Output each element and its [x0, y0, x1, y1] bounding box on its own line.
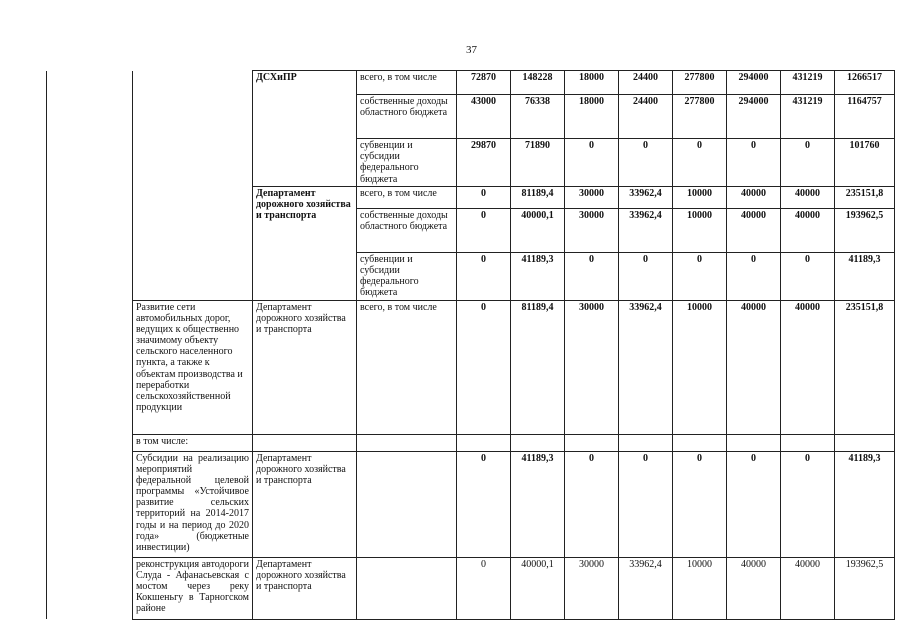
desc-cell: Развитие сети автомобильных дорог, ведущих к общественно значимому объекту сельского населенного пункта, а также к объектам производства и переработки сельскохозяйственной продукции [133, 300, 253, 434]
value-cell: 1266517 [835, 71, 895, 95]
value-cell: 41189,3 [835, 451, 895, 557]
table-row [47, 451, 895, 557]
blank-cell [47, 71, 133, 301]
value-cell: 0 [457, 208, 511, 252]
dept-cell: Департамент дорожного хозяйства и транспорта [253, 186, 357, 300]
table-row [47, 300, 895, 434]
value-cell: 33962,4 [619, 208, 673, 252]
value-cell: 18000 [565, 95, 619, 139]
type-cell: субвенции и субсидии федерального бюджета [357, 252, 457, 300]
value-cell: 0 [727, 451, 781, 557]
value-cell: 81189,4 [511, 300, 565, 434]
value-cell [781, 434, 835, 451]
value-cell: 40000 [727, 186, 781, 208]
table-row [47, 557, 895, 619]
value-cell: 0 [619, 451, 673, 557]
value-cell: 41189,3 [511, 252, 565, 300]
value-cell: 0 [781, 451, 835, 557]
value-cell: 40000 [727, 208, 781, 252]
blank-cell [47, 451, 133, 557]
value-cell: 0 [727, 252, 781, 300]
value-cell: 0 [727, 139, 781, 187]
value-cell [727, 434, 781, 451]
value-cell: 72870 [457, 71, 511, 95]
page-number: 37 [466, 44, 477, 56]
value-cell: 40000 [781, 186, 835, 208]
value-cell: 81189,4 [511, 186, 565, 208]
value-cell [673, 434, 727, 451]
value-cell: 33962,4 [619, 186, 673, 208]
value-cell: 40000 [781, 208, 835, 252]
value-cell: 0 [565, 451, 619, 557]
value-cell: 277800 [673, 71, 727, 95]
value-cell: 33962,4 [619, 557, 673, 619]
blank-cell [47, 434, 133, 451]
value-cell [619, 434, 673, 451]
value-cell: 10000 [673, 300, 727, 434]
value-cell: 24400 [619, 95, 673, 139]
value-cell: 0 [619, 139, 673, 187]
desc-cell: Субсидии на реализацию мероприятий федеральной целевой программы «Устойчивое развитие сельских территорий на 2014-2017 годы и на период до 2020 года» (бюджетные инвестиции) [133, 451, 253, 557]
value-cell [511, 434, 565, 451]
value-cell: 40000 [781, 300, 835, 434]
type-cell [357, 557, 457, 619]
value-cell: 101760 [835, 139, 895, 187]
blank-cell [47, 300, 133, 434]
value-cell: 277800 [673, 95, 727, 139]
dept-cell: ДСХиПР [253, 71, 357, 187]
value-cell: 30000 [565, 186, 619, 208]
value-cell: 41189,3 [511, 451, 565, 557]
value-cell: 0 [457, 451, 511, 557]
value-cell: 24400 [619, 71, 673, 95]
value-cell: 10000 [673, 208, 727, 252]
value-cell: 10000 [673, 557, 727, 619]
value-cell: 43000 [457, 95, 511, 139]
type-cell: субвенции и субсидии федерального бюджета [357, 139, 457, 187]
value-cell: 41189,3 [835, 252, 895, 300]
value-cell: 0 [673, 139, 727, 187]
value-cell: 431219 [781, 95, 835, 139]
value-cell: 29870 [457, 139, 511, 187]
value-cell: 40000,1 [511, 208, 565, 252]
value-cell: 40000 [727, 557, 781, 619]
value-cell: 294000 [727, 71, 781, 95]
type-cell [357, 434, 457, 451]
value-cell: 431219 [781, 71, 835, 95]
type-cell: собственные доходы областного бюджета [357, 208, 457, 252]
value-cell: 0 [565, 252, 619, 300]
value-cell: 10000 [673, 186, 727, 208]
dept-cell: Департамент дорожного хозяйства и транспорта [253, 300, 357, 434]
budget-table [46, 70, 895, 620]
type-cell: всего, в том числе [357, 300, 457, 434]
dept-cell [253, 434, 357, 451]
value-cell: 235151,8 [835, 186, 895, 208]
value-cell: 193962,5 [835, 557, 895, 619]
table-row [47, 434, 895, 451]
value-cell: 0 [457, 300, 511, 434]
value-cell: 0 [457, 186, 511, 208]
desc-cell: в том числе: [133, 434, 253, 451]
value-cell: 76338 [511, 95, 565, 139]
value-cell: 235151,8 [835, 300, 895, 434]
value-cell: 40000,1 [511, 557, 565, 619]
value-cell: 0 [565, 139, 619, 187]
table-row [47, 71, 895, 95]
value-cell: 40000 [781, 557, 835, 619]
value-cell: 40000 [727, 300, 781, 434]
value-cell: 148228 [511, 71, 565, 95]
value-cell: 0 [781, 139, 835, 187]
desc-cell [133, 71, 253, 301]
type-cell: всего, в том числе [357, 71, 457, 95]
value-cell: 30000 [565, 208, 619, 252]
value-cell: 30000 [565, 300, 619, 434]
value-cell: 0 [781, 252, 835, 300]
dept-cell: Департамент дорожного хозяйства и транспорта [253, 557, 357, 619]
type-cell: всего, в том числе [357, 186, 457, 208]
value-cell: 0 [673, 252, 727, 300]
value-cell: 30000 [565, 557, 619, 619]
dept-cell: Департамент дорожного хозяйства и транспорта [253, 451, 357, 557]
value-cell: 18000 [565, 71, 619, 95]
value-cell [457, 434, 511, 451]
value-cell: 0 [673, 451, 727, 557]
value-cell: 0 [457, 557, 511, 619]
value-cell [565, 434, 619, 451]
value-cell: 33962,4 [619, 300, 673, 434]
value-cell: 294000 [727, 95, 781, 139]
type-cell [357, 451, 457, 557]
value-cell: 1164757 [835, 95, 895, 139]
value-cell: 193962,5 [835, 208, 895, 252]
blank-cell [47, 557, 133, 619]
value-cell: 71890 [511, 139, 565, 187]
value-cell: 0 [457, 252, 511, 300]
value-cell: 0 [619, 252, 673, 300]
type-cell: собственные доходы областного бюджета [357, 95, 457, 139]
value-cell [835, 434, 895, 451]
desc-cell: реконструкция автодороги Слуда - Афанасьевская с мостом через реку Кокшеньгу в Тарногском районе [133, 557, 253, 619]
